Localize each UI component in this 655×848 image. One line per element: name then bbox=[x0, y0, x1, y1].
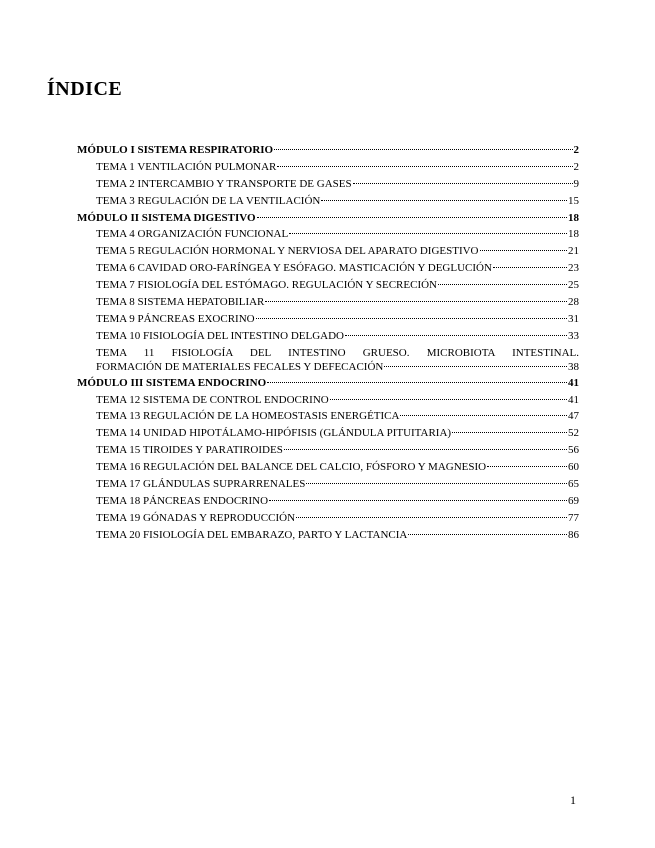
page-title: ÍNDICE bbox=[47, 78, 123, 100]
toc-entry-page: 31 bbox=[568, 312, 579, 325]
toc-entry-label: TEMA 5 REGULACIÓN HORMONAL Y NERVIOSA DEL APARATO DIGESTIVO bbox=[96, 245, 479, 258]
toc-entry-label: TEMA 14 UNIDAD HIPOTÁLAMO-HIPÓFISIS (GLÁNDULA PITUITARIA) bbox=[96, 427, 452, 440]
toc-entry-label: TEMA 19 GÓNADAS Y REPRODUCCIÓN bbox=[96, 511, 296, 524]
toc-dot-leader bbox=[289, 233, 567, 234]
toc-topic-entry[interactable] bbox=[77, 312, 579, 329]
toc-entry-label: TEMA 11 FISIOLOGÍA DEL INTESTINO GRUESO. MICROBIOTA INTESTINAL. bbox=[96, 346, 579, 359]
toc-dot-leader bbox=[487, 466, 567, 467]
toc-dot-leader bbox=[353, 183, 573, 184]
toc-entry-page: 41 bbox=[568, 393, 579, 406]
toc-topic-entry[interactable] bbox=[77, 477, 579, 494]
toc-entry-label: MÓDULO III SISTEMA ENDOCRINO bbox=[77, 376, 267, 389]
toc-entry-page: 2 bbox=[573, 144, 579, 156]
toc-entry-page: 18 bbox=[568, 228, 579, 241]
toc-dot-leader bbox=[274, 149, 572, 150]
toc-entry-label: TEMA 8 SISTEMA HEPATOBILIAR bbox=[96, 296, 265, 309]
toc-module-entry[interactable] bbox=[77, 211, 579, 228]
toc-dot-leader bbox=[438, 284, 567, 285]
toc-entry-label: TEMA 1 VENTILACIÓN PULMONAR bbox=[96, 160, 277, 173]
toc-dot-leader bbox=[284, 449, 567, 450]
toc-topic-entry[interactable] bbox=[77, 177, 579, 194]
toc-topic-entry[interactable] bbox=[77, 261, 579, 278]
toc-entry-label: TEMA 17 GLÁNDULAS SUPRARRENALES bbox=[96, 478, 306, 491]
toc-entry-label: TEMA 12 SISTEMA DE CONTROL ENDOCRINO bbox=[96, 393, 329, 406]
toc-dot-leader bbox=[480, 250, 568, 251]
toc-entry-label: TEMA 3 REGULACIÓN DE LA VENTILACIÓN bbox=[96, 194, 321, 207]
toc-entry-page: 77 bbox=[568, 511, 579, 524]
toc-entry-label: TEMA 18 PÁNCREAS ENDOCRINO bbox=[96, 494, 269, 507]
page-number: 1 bbox=[570, 793, 576, 807]
toc-entry-page: 41 bbox=[568, 376, 579, 389]
toc-dot-leader bbox=[269, 500, 567, 501]
toc-entry-page: 28 bbox=[568, 296, 579, 309]
toc-entry-page: 23 bbox=[568, 262, 579, 275]
toc-entry-page: 65 bbox=[568, 478, 579, 491]
toc-dot-leader bbox=[493, 267, 567, 268]
toc-entry-label: MÓDULO II SISTEMA DIGESTIVO bbox=[77, 211, 256, 224]
toc-topic-entry[interactable] bbox=[77, 329, 579, 346]
toc-topic-entry[interactable] bbox=[77, 528, 579, 545]
toc-entry-page: 86 bbox=[568, 528, 579, 541]
toc-entry-label-line2: FORMACIÓN DE MATERIALES FECALES Y DEFECACIÓN bbox=[96, 360, 384, 373]
toc-dot-leader bbox=[452, 432, 567, 433]
toc-dot-leader bbox=[267, 382, 567, 383]
toc-dot-leader bbox=[277, 166, 572, 167]
toc-module-entry[interactable] bbox=[77, 143, 579, 160]
toc-topic-entry[interactable] bbox=[77, 244, 579, 261]
toc-topic-entry[interactable] bbox=[77, 278, 579, 295]
toc-entry-label: TEMA 16 REGULACIÓN DEL BALANCE DEL CALCIO, FÓSFORO Y MAGNESIO bbox=[96, 461, 487, 474]
toc-entry-page: 69 bbox=[568, 494, 579, 507]
toc-topic-entry[interactable] bbox=[77, 393, 579, 410]
toc-topic-entry[interactable] bbox=[77, 460, 579, 477]
toc-entry-page: 18 bbox=[568, 211, 579, 224]
toc-topic-entry[interactable] bbox=[77, 409, 579, 426]
toc-entry-label: TEMA 2 INTERCAMBIO Y TRANSPORTE DE GASES bbox=[96, 177, 352, 190]
toc-dot-leader bbox=[321, 200, 567, 201]
toc-entry-page: 15 bbox=[568, 194, 579, 207]
toc-entry-label: TEMA 10 FISIOLOGÍA DEL INTESTINO DELGADO bbox=[96, 329, 344, 342]
toc-entry-page: 47 bbox=[568, 410, 579, 423]
toc-dot-leader bbox=[257, 217, 567, 218]
toc-entry-label: TEMA 13 REGULACIÓN DE LA HOMEOSTASIS ENERGÉTICA bbox=[96, 410, 400, 423]
table-of-contents bbox=[77, 143, 579, 545]
toc-topic-entry[interactable] bbox=[77, 426, 579, 443]
toc-entry-label: TEMA 7 FISIOLOGÍA DEL ESTÓMAGO. REGULACIÓN Y SECRECIÓN bbox=[96, 279, 437, 292]
toc-entry-page: 52 bbox=[568, 427, 579, 440]
toc-topic-entry[interactable] bbox=[77, 443, 579, 460]
toc-entry-page: 25 bbox=[568, 279, 579, 292]
toc-dot-leader bbox=[330, 399, 567, 400]
toc-entry-label: TEMA 15 TIROIDES Y PARATIROIDES bbox=[96, 444, 283, 457]
toc-topic-entry[interactable] bbox=[77, 194, 579, 211]
toc-topic-entry[interactable] bbox=[77, 160, 579, 177]
toc-entry-label: MÓDULO I SISTEMA RESPIRATORIO bbox=[77, 144, 274, 156]
toc-entry-label: TEMA 4 ORGANIZACIÓN FUNCIONAL bbox=[96, 228, 289, 241]
toc-entry-page: 56 bbox=[568, 444, 579, 457]
toc-entry-continuation bbox=[96, 360, 579, 374]
toc-topic-entry[interactable] bbox=[77, 494, 579, 511]
toc-dot-leader bbox=[384, 366, 567, 367]
toc-dot-leader bbox=[265, 301, 567, 302]
toc-entry-page: 60 bbox=[568, 461, 579, 474]
toc-entry-page: 9 bbox=[573, 177, 579, 190]
toc-entry-page: 33 bbox=[568, 329, 579, 342]
toc-dot-leader bbox=[296, 517, 567, 518]
toc-topic-entry[interactable] bbox=[77, 295, 579, 312]
toc-dot-leader bbox=[256, 318, 567, 319]
toc-topic-entry[interactable] bbox=[77, 227, 579, 244]
toc-dot-leader bbox=[306, 483, 567, 484]
toc-module-entry[interactable] bbox=[77, 376, 579, 393]
toc-entry-page: 38 bbox=[568, 360, 579, 373]
toc-entry-label: TEMA 20 FISIOLOGÍA DEL EMBARAZO, PARTO Y LACTANCIA bbox=[96, 528, 408, 541]
toc-dot-leader bbox=[408, 534, 567, 535]
toc-entry-label: TEMA 6 CAVIDAD ORO-FARÍNGEA Y ESÓFAGO. MASTICACIÓN Y DEGLUCIÓN bbox=[96, 262, 492, 275]
toc-entry-label: TEMA 9 PÁNCREAS EXOCRINO bbox=[96, 312, 255, 325]
toc-topic-entry[interactable] bbox=[77, 346, 579, 374]
toc-entry-page: 21 bbox=[568, 245, 579, 258]
toc-topic-entry[interactable] bbox=[77, 511, 579, 528]
toc-entry-page: 2 bbox=[573, 160, 579, 173]
toc-dot-leader bbox=[400, 415, 567, 416]
toc-dot-leader bbox=[345, 335, 567, 336]
